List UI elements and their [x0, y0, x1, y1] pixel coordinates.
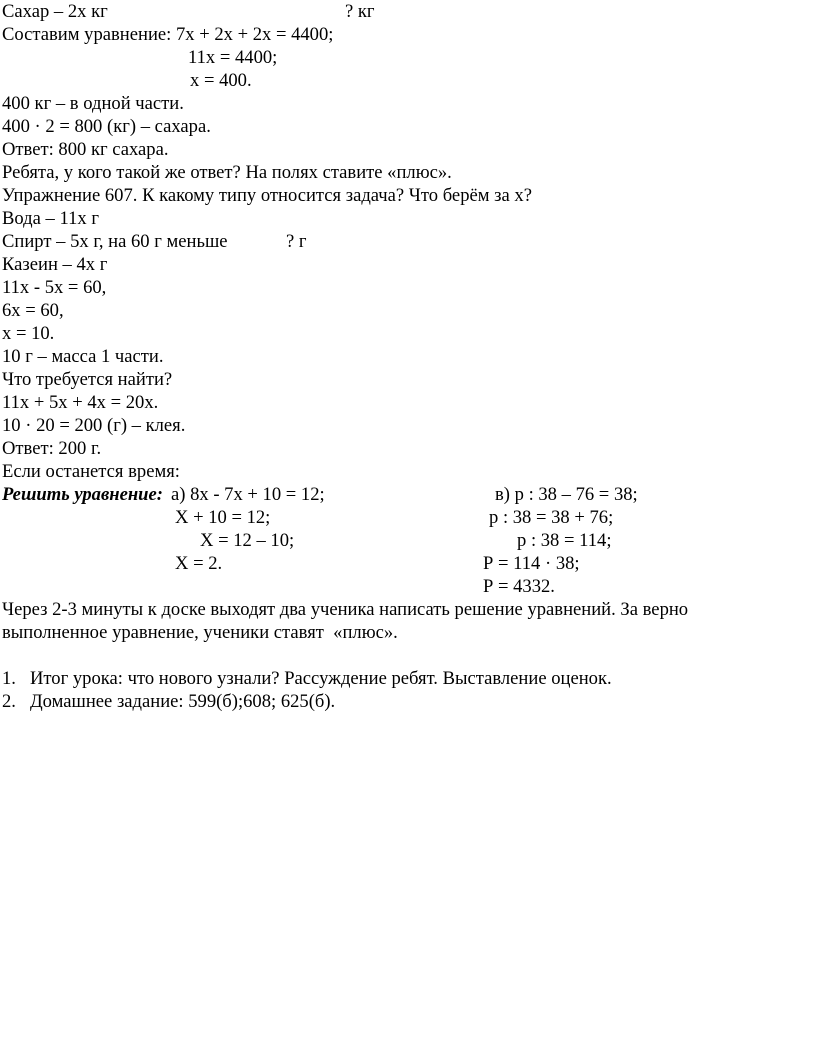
line-sum: 11х + 5х + 4х = 20х. [2, 392, 159, 413]
list-item-number: 2. [2, 691, 16, 712]
solve-b-line-2: р : 38 = 38 + 76; [489, 507, 614, 528]
list-item-number: 1. [2, 668, 16, 689]
solve-b-line-4: Р = 114 · 38; [483, 553, 580, 574]
line-sugar-calc: 400 · 2 = 800 (кг) – сахара. [2, 116, 211, 137]
solve-heading: Решить уравнение: [2, 484, 163, 505]
line-sugar: Сахар – 2х кг [2, 1, 108, 22]
line-exercise-607: Упражнение 607. К какому типу относится задача? Что берём за х? [2, 185, 532, 206]
line-equation-1: Составим уравнение: 7х + 2х + 2х = 4400; [2, 24, 334, 45]
line-equation-2b: 6х = 60, [2, 300, 64, 321]
line-casein: Казеин – 4х г [2, 254, 108, 275]
line-spirit: Спирт – 5х г, на 60 г меньше [2, 231, 228, 252]
solve-b-line-1: в) р : 38 – 76 = 38; [495, 484, 638, 505]
list-item-text: Итог урока: что нового узнали? Рассуждение ребят. Выставление оценок. [30, 668, 612, 689]
list-item-text: Домашнее задание: 599(б);608; 625(б). [30, 691, 336, 712]
line-find: Что требуется найти? [2, 369, 173, 390]
solve-a-line-1: а) 8х - 7х + 10 = 12; [171, 484, 325, 505]
line-sugar-question: ? кг [345, 1, 375, 22]
line-mass: 10 г – масса 1 части. [2, 346, 164, 367]
solve-a-line-4: Х = 2. [175, 553, 223, 574]
line-answer-2: Ответ: 200 г. [2, 438, 102, 459]
solve-a-line-2: Х + 10 = 12; [175, 507, 271, 528]
line-equation-1c: х = 400. [190, 70, 252, 91]
solve-a-line-3: Х = 12 – 10; [200, 530, 295, 551]
solve-b-line-5: Р = 4332. [483, 576, 555, 597]
closing-line-1: Через 2-3 минуты к доске выходят два ученика написать решение уравнений. За верно [2, 599, 689, 620]
line-kids: Ребята, у кого такой же ответ? На полях ставите «плюс». [2, 162, 452, 183]
line-water: Вода – 11х г [2, 208, 99, 229]
solve-b-line-3: р : 38 = 114; [517, 530, 612, 551]
line-time: Если останется время: [2, 461, 180, 482]
line-spirit-question: ? г [286, 231, 307, 252]
line-equation-2c: х = 10. [2, 323, 55, 344]
line-equation-2a: 11х - 5х = 60, [2, 277, 107, 298]
line-glue: 10 · 20 = 200 (г) – клея. [2, 415, 186, 436]
line-one-part: 400 кг – в одной части. [2, 93, 184, 114]
line-equation-1b: 11х = 4400; [188, 47, 278, 68]
line-answer-1: Ответ: 800 кг сахара. [2, 139, 169, 160]
closing-line-2: выполненное уравнение, ученики ставят «плюс». [2, 622, 398, 643]
